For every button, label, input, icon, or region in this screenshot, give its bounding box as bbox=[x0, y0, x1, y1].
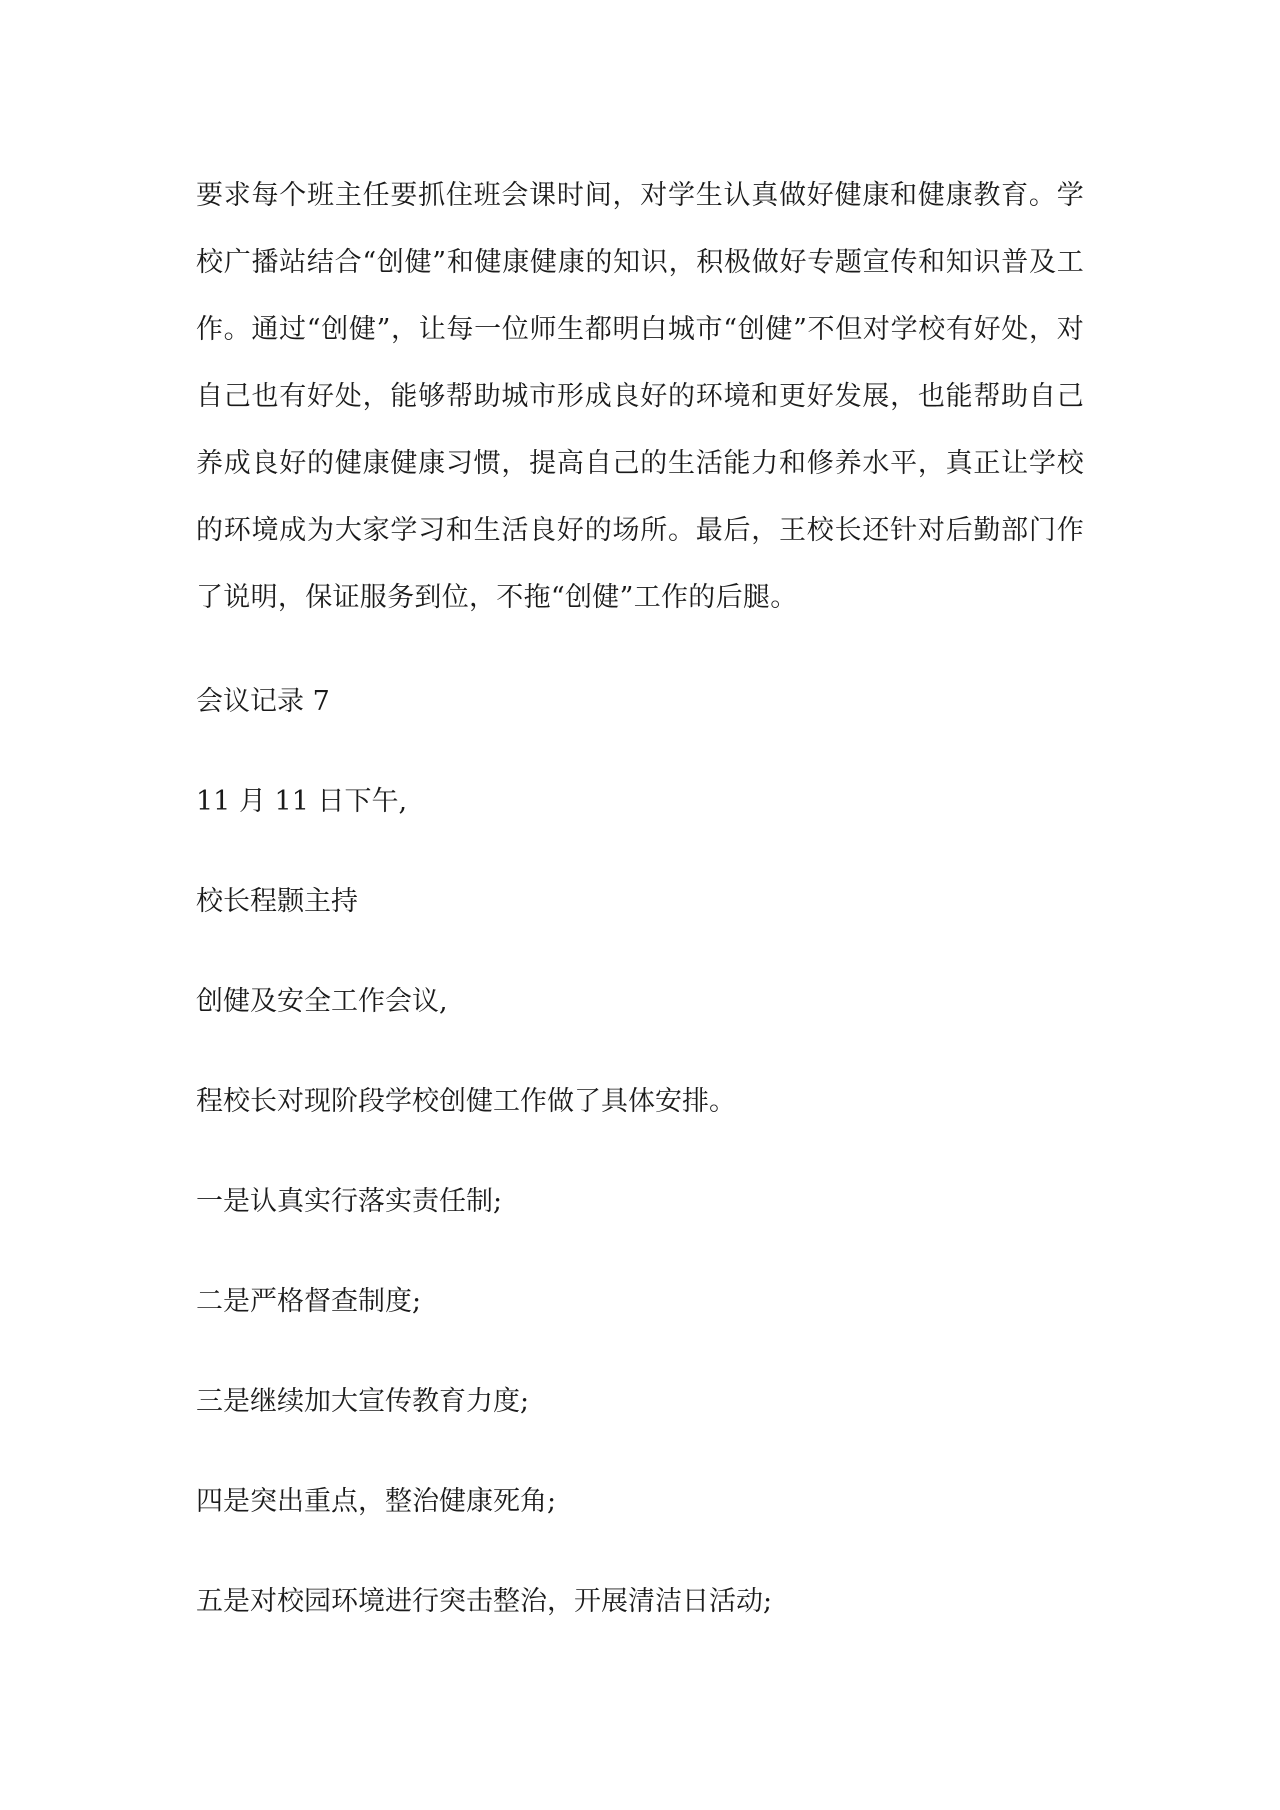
list-item: 五是对校园环境进行突击整治，开展清洁日活动; bbox=[196, 1586, 773, 1617]
document-page bbox=[196, 162, 1084, 631]
intro-line: 程校长对现阶段学校创健工作做了具体安排。 bbox=[196, 1086, 736, 1117]
date-line: 11 月 11 日下午, bbox=[196, 786, 408, 817]
host-line: 校长程颢主持 bbox=[196, 886, 358, 917]
meeting-line: 创健及安全工作会议, bbox=[196, 986, 448, 1017]
heading-text: 会议记录 7 bbox=[196, 686, 330, 717]
list-item: 二是严格督查制度; bbox=[196, 1286, 422, 1317]
list-item: 三是继续加大宣传教育力度; bbox=[196, 1386, 530, 1417]
list-item: 四是突出重点，整治健康死角; bbox=[196, 1486, 557, 1517]
section-heading bbox=[196, 682, 330, 722]
list-item: 一是认真实行落实责任制; bbox=[196, 1186, 503, 1217]
body-paragraph: 要求每个班主任要抓住班会课时间，对学生认真做好健康和健康教育。学校广播站结合“创健”和健康健康的知识，积极做好专题宣传和知识普及工作。通过“创健”，让每一位师生都明白城市“创健”不但对学校有好处，对自己也有好处，能够帮助城市形成良好的环境和更好发展，也能帮助自己养成良好的健康健康习惯，提高自己的生活能力和修养水平，真正让学校的环境成为大家学习和生活良好的场所。最后，王校长还针对后勤部门作了说明，保证服务到位，不拖“创健”工作的后腿。 bbox=[196, 180, 1084, 613]
